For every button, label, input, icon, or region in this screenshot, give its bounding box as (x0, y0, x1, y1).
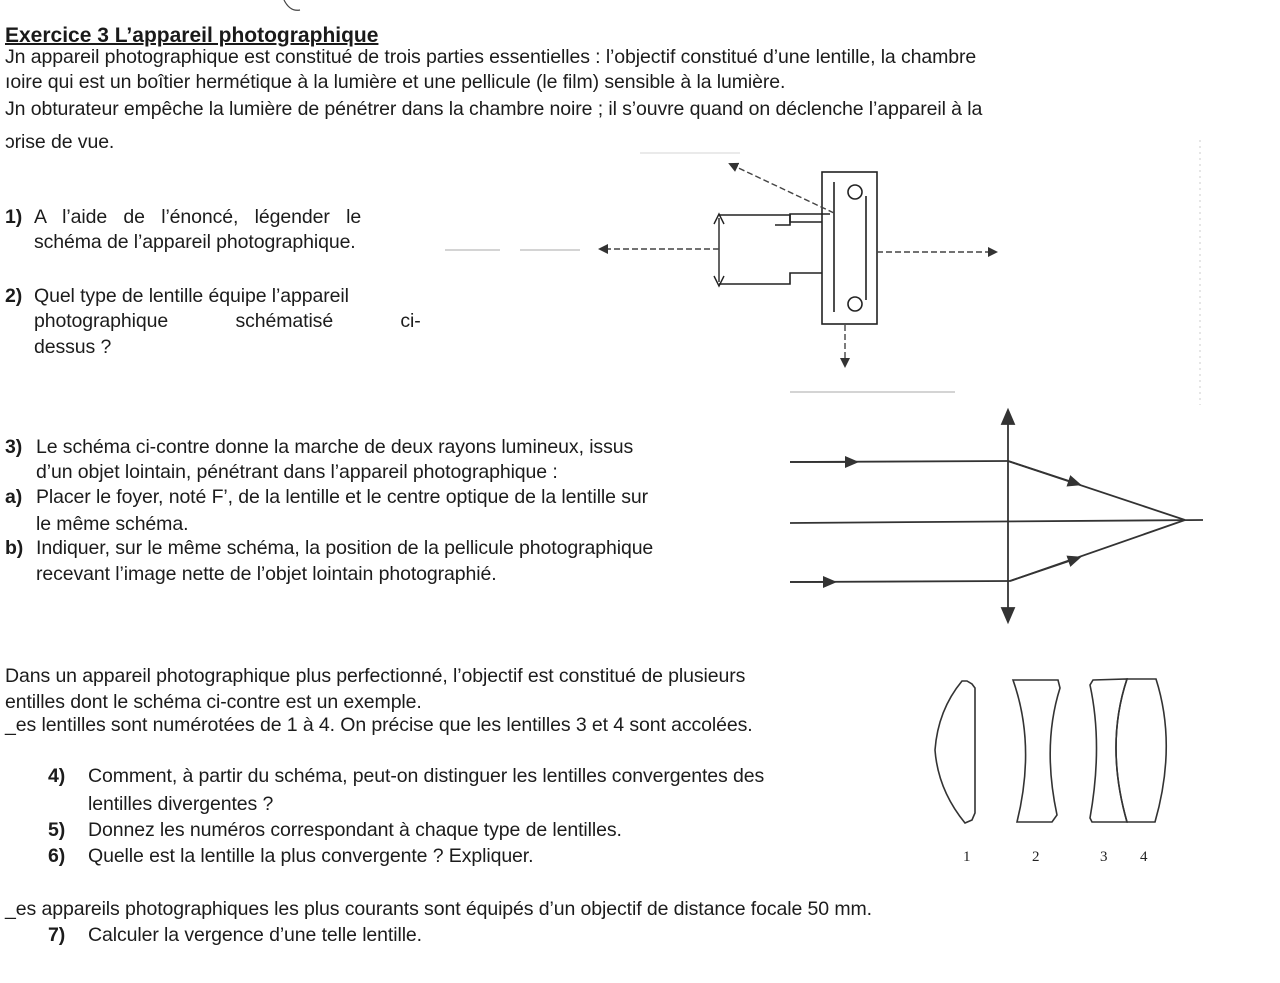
question-line: Donnez les numéros correspondant à chaque type de lentilles. (88, 819, 622, 841)
part3-intro: _es appareils photographiques les plus courants sont équipés d’un objectif de distance focale 50 mm. (5, 898, 872, 920)
question-number: 3) (5, 436, 23, 458)
question-number: 5) (48, 819, 66, 841)
paragraph-line: _es lentilles sont numérotées de 1 à 4. On précise que les lentilles 3 et 4 sont accolées. (5, 714, 753, 736)
paragraph-line: entilles dont le schéma ci-contre est un exemple. (5, 691, 422, 713)
paragraph-line: Dans un appareil photographique plus perfectionné, l’objectif est constitué de plusieurs (5, 665, 746, 687)
question-line: Quel type de lentille équipe l’appareil (34, 285, 349, 307)
exercise-title: Exercice 3 L’appareil photographique (5, 24, 379, 47)
question-line: Quelle est la lentille la plus convergente ? Expliquer. (88, 845, 534, 867)
question-line: Indiquer, sur le même schéma, la position de la pellicule photographique (36, 537, 654, 559)
question-line: recevant l’image nette de l’objet lointain photographié. (36, 563, 497, 585)
intro-line: Jn obturateur empêche la lumière de pénétrer dans la chambre noire ; il s’ouvre quand on déclenche l’appareil à la (5, 98, 983, 120)
question-number: 2) (5, 285, 23, 307)
question-line: dessus ? (34, 336, 112, 358)
question-number: 1) (5, 206, 23, 228)
question-number: 7) (48, 924, 66, 946)
lens-1 (935, 681, 975, 823)
intro-line: ɔrise de vue. (5, 131, 115, 153)
question-line: Le schéma ci-contre donne la marche de deux rayons lumineux, issus (36, 436, 634, 458)
subquestion-label: b) (5, 537, 24, 559)
question-line: d’un objet lointain, pénétrant dans l’appareil photographique : (36, 461, 558, 483)
question-line: le même schéma. (36, 513, 189, 535)
subquestion-label: a) (5, 486, 23, 508)
question-number: 4) (48, 765, 66, 787)
lens-label: 1 (963, 849, 971, 865)
lens-label: 4 (1140, 849, 1148, 865)
intro-line: ıoire qui est un boîtier hermétique à la lumière et une pellicule (le film) sensible à la lumière. (5, 71, 786, 93)
question-line: Placer le foyer, noté F’, de la lentille et le centre optique de la lentille sur (36, 486, 649, 508)
question-line: Comment, à partir du schéma, peut-on distinguer les lentilles convergentes des (88, 765, 765, 787)
question-line: A l’aide de l’énoncé, légender le (34, 206, 362, 228)
lens-label: 3 (1100, 849, 1108, 865)
question-line: Calculer la vergence d’une telle lentille. (88, 924, 422, 946)
lens-2 (1013, 680, 1060, 822)
lens-4 (1116, 679, 1166, 822)
question-line: lentilles divergentes ? (88, 793, 274, 815)
question-line: schéma de l’appareil photographique. (34, 231, 356, 253)
question-number: 6) (48, 845, 66, 867)
intro-line: Jn appareil photographique est constitué de trois parties essentielles : l’objectif constitué d’une lentille, la chambre (5, 46, 977, 68)
question-line: photographique schématisé ci- (34, 310, 421, 332)
lens-label: 2 (1032, 849, 1040, 865)
